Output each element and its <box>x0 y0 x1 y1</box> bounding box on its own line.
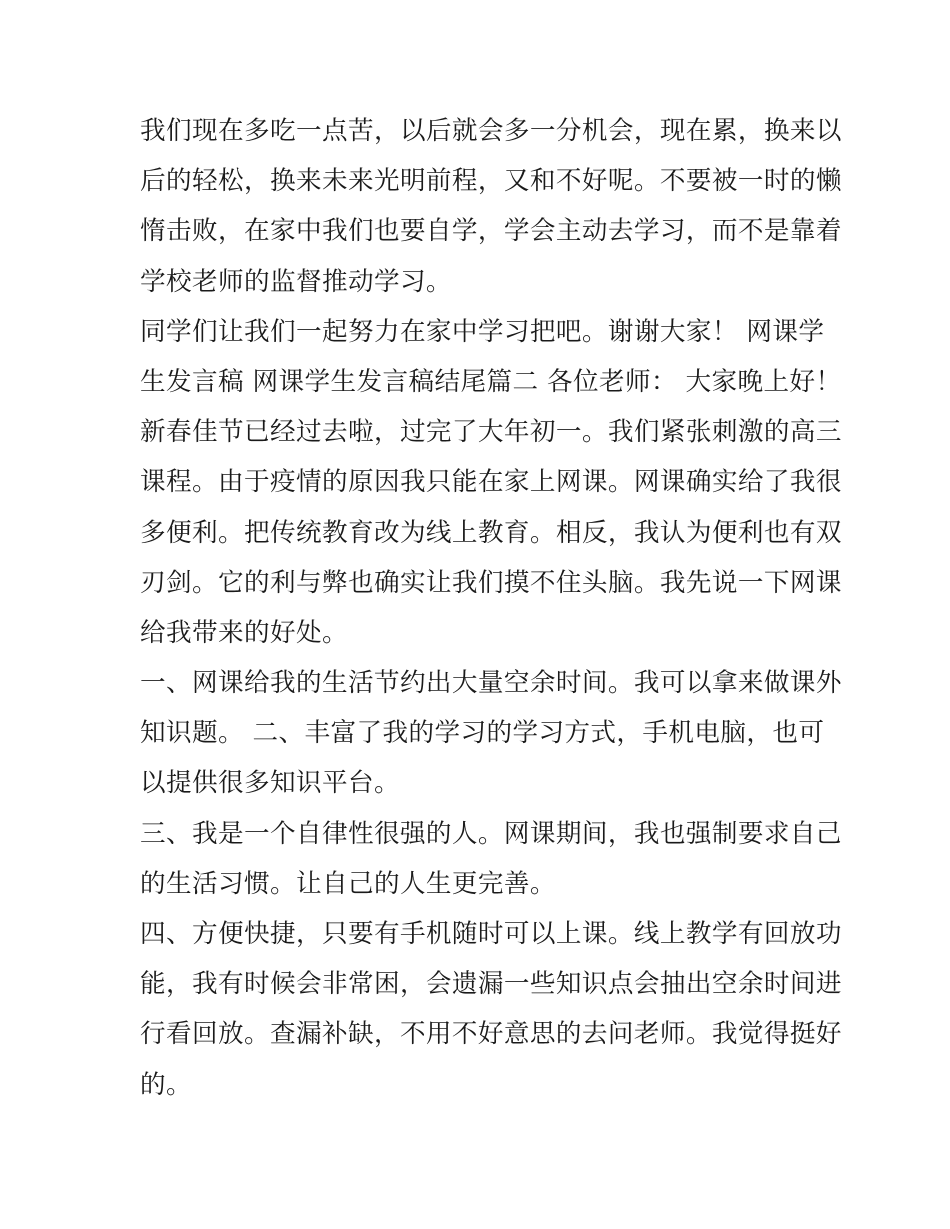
text-line: 给我带来的好处。 <box>140 617 348 648</box>
document-body <box>140 106 842 1110</box>
text-line: 我们现在多吃一点苦，以后就会多一分机会，现在累，换来以 <box>140 116 842 146</box>
text-line: 的生活习惯。让自己的人生更完善。 <box>140 868 556 899</box>
text-line: 四、方便快捷，只要有手机随时可以上课。线上教学有回放功 <box>140 919 842 949</box>
text-line: 生发言稿 网课学生发言稿结尾篇二 各位老师： 大家晚上好！ <box>140 366 842 397</box>
text-line: 惰击败，在家中我们也要自学，学会主动去学习，而不是靠着 <box>140 216 842 247</box>
text-line: 以提供很多知识平台。 <box>140 768 400 799</box>
text-line: 新春佳节已经过去啦，过完了大年初一。我们紧张刺激的高三 <box>140 417 842 448</box>
text-line: 学校老师的监督推动学习。 <box>140 266 452 297</box>
text-line: 一、网课给我的生活节约出大量空余时间。我可以拿来做课外 <box>140 668 842 699</box>
text-line: 三、我是一个自律性很强的人。网课期间，我也强制要求自己 <box>140 818 842 849</box>
text-line: 多便利。把传统教育改为线上教育。相反，我认为便利也有双 <box>140 517 842 548</box>
text-line: 课程。由于疫情的原因我只能在家上网课。网课确实给了我很 <box>140 467 842 498</box>
text-line: 后的轻松，换来未来光明前程，又和不好呢。不要被一时的懒 <box>140 166 842 197</box>
text-line: 能，我有时候会非常困，会遗漏一些知识点会抽出空余时间进 <box>140 969 842 1000</box>
text-line: 知识题。 二、丰富了我的学习的学习方式，手机电脑，也可 <box>140 718 825 749</box>
text-line: 同学们让我们一起努力在家中学习把吧。谢谢大家！ 网课学 <box>140 316 825 347</box>
text-line: 行看回放。查漏补缺，不用不好意思的去问老师。我觉得挺好 <box>140 1019 842 1050</box>
text-line: 刃剑。它的利与弊也确实让我们摸不住头脑。我先说一下网课 <box>140 567 842 598</box>
text-line: 的。 <box>140 1069 192 1100</box>
